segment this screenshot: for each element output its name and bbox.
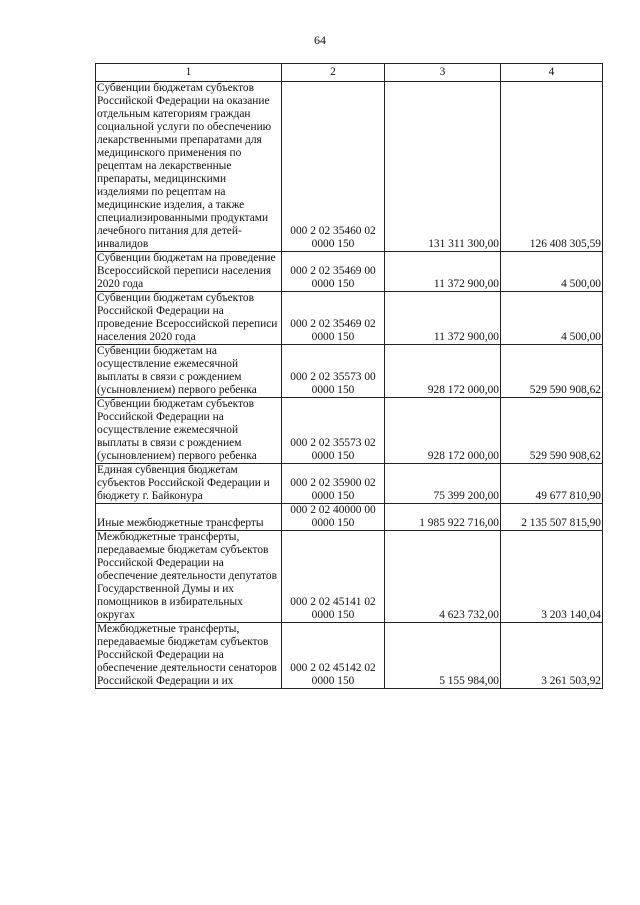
table-row xyxy=(96,623,603,689)
row-value-4: 49 677 810,90 xyxy=(501,464,603,504)
row-value-4: 2 135 507 815,90 xyxy=(501,504,603,531)
row-value-3: 1 985 922 716,00 xyxy=(385,504,501,531)
row-name: Субвенции бюджетам на осуществление ежемесячной выплаты в связи с рождением (усыновлением) первого ребенка xyxy=(96,345,282,398)
row-value-3: 75 399 200,00 xyxy=(385,464,501,504)
row-code: 000 2 02 45141 02 0000 150 xyxy=(282,531,385,623)
row-code: 000 2 02 35573 02 0000 150 xyxy=(282,398,385,464)
table-row xyxy=(96,398,603,464)
row-name: Субвенции бюджетам на проведение Всероссийской переписи населения 2020 года xyxy=(96,252,282,292)
column-header-2: 2 xyxy=(282,64,385,82)
row-value-4: 529 590 908,62 xyxy=(501,398,603,464)
table-row xyxy=(96,531,603,623)
table-row xyxy=(96,504,603,531)
row-code: 000 2 02 45142 02 0000 150 xyxy=(282,623,385,689)
row-value-4: 529 590 908,62 xyxy=(501,345,603,398)
page-number: 64 xyxy=(314,33,326,47)
table-row xyxy=(96,292,603,345)
column-header-3: 3 xyxy=(385,64,501,82)
row-value-3: 11 372 900,00 xyxy=(385,292,501,345)
row-name: Иные межбюджетные трансферты xyxy=(96,504,282,531)
row-value-4: 3 203 140,04 xyxy=(501,531,603,623)
row-code: 000 2 02 35900 02 0000 150 xyxy=(282,464,385,504)
budget-table xyxy=(95,63,603,689)
row-name: Субвенции бюджетам субъектов Российской Федерации на оказание отдельным категориям граждан социальной услуги по обеспечению лекарственными препаратами для медицинского применения по рецептам на лекарственные препараты, медицинскими изделиями по рецептам на медицинские изделия, а также специализированными продуктами лечебного питания для детей-инвалидов xyxy=(96,82,282,252)
row-value-4: 4 500,00 xyxy=(501,252,603,292)
row-value-3: 4 623 732,00 xyxy=(385,531,501,623)
column-header-1: 1 xyxy=(96,64,282,82)
row-value-3: 5 155 984,00 xyxy=(385,623,501,689)
row-value-3: 928 172 000,00 xyxy=(385,345,501,398)
row-value-3: 928 172 000,00 xyxy=(385,398,501,464)
table-row xyxy=(96,345,603,398)
row-code: 000 2 02 40000 00 0000 150 xyxy=(282,504,385,531)
row-value-4: 3 261 503,92 xyxy=(501,623,603,689)
row-name: Субвенции бюджетам субъектов Российской Федерации на осуществление ежемесячной выплаты в связи с рождением (усыновлением) первого ребенка xyxy=(96,398,282,464)
row-value-3: 11 372 900,00 xyxy=(385,252,501,292)
row-code: 000 2 02 35573 00 0000 150 xyxy=(282,345,385,398)
table-row xyxy=(96,82,603,252)
header-row xyxy=(96,64,603,82)
row-name: Единая субвенция бюджетам субъектов Российской Федерации и бюджету г. Байконура xyxy=(96,464,282,504)
row-value-4: 126 408 305,59 xyxy=(501,82,603,252)
table-row xyxy=(96,464,603,504)
row-name: Межбюджетные трансферты, передаваемые бюджетам субъектов Российской Федерации на обеспечение деятельности сенаторов Российской Федерации и их xyxy=(96,623,282,689)
row-code: 000 2 02 35469 02 0000 150 xyxy=(282,292,385,345)
row-value-3: 131 311 300,00 xyxy=(385,82,501,252)
table-row xyxy=(96,252,603,292)
row-name: Межбюджетные трансферты, передаваемые бюджетам субъектов Российской Федерации на обеспечение деятельности депутатов Государственной Думы и их помощников в избирательных округах xyxy=(96,531,282,623)
row-value-4: 4 500,00 xyxy=(501,292,603,345)
row-code: 000 2 02 35460 02 0000 150 xyxy=(282,82,385,252)
column-header-4: 4 xyxy=(501,64,603,82)
row-code: 000 2 02 35469 00 0000 150 xyxy=(282,252,385,292)
row-name: Субвенции бюджетам субъектов Российской Федерации на проведение Всероссийской переписи населения 2020 года xyxy=(96,292,282,345)
